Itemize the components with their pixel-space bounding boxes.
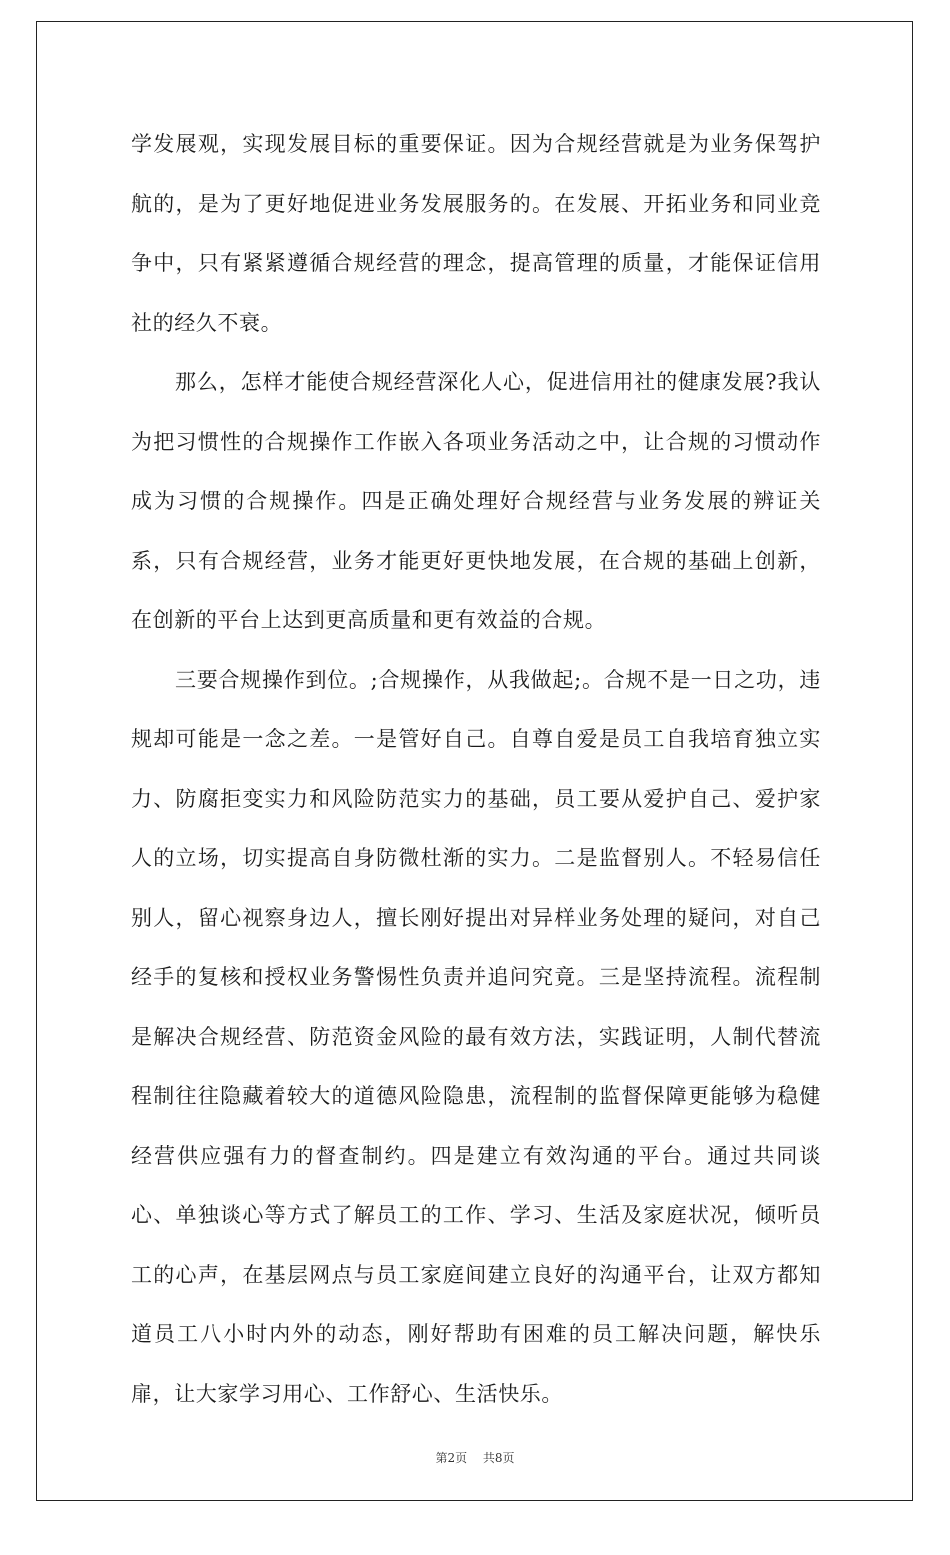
paragraph-1: 学发展观，实现发展目标的重要保证。因为合规经营就是为业务保驾护航的，是为了更好地促进业务发展服务的。在发展、开拓业务和同业竞争中，只有紧紧遵循合规经营的理念，提高管理的质量，才能保证信用社的经久不衰。 — [131, 132, 821, 335]
page-total: 共8页 — [482, 1451, 515, 1465]
paragraph-3: 三要合规操作到位。;合规操作，从我做起;。合规不是一日之功，违规却可能是一念之差。一是管好自己。自尊自爱是员工自我培育独立实力、防腐拒变实力和风险防范实力的基础，员工要从爱护自己、爱护家人的立场，切实提高自身防微杜渐的实力。二是监督别人。不轻易信任别人，留心视察身边人，擅长刚好提出对异样业务处理的疑问，对自己经手的复核和授权业务警惕性负责并追问究竟。三是坚持流程。流程制是解决合规经营、防范资金风险的最有效方法，实践证明，人制代替流程制往往隐藏着较大的道德风险隐患，流程制的监督保障更能够为稳健经营供应强有力的督查制约。四是建立有效沟通的平台。通过共同谈心、单独谈心等方式了解员工的工作、学习、生活及家庭状况，倾听员工的心声，在基层网点与员工家庭间建立良好的沟通平台，让双方都知道员工八小时内外的动态，刚好帮助有困难的员工解决问题，解快乐扉，让大家学习用心、工作舒心、生活快乐。 — [131, 667, 821, 1406]
page-footer — [0, 1449, 950, 1466]
paragraph-2: 那么，怎样才能使合规经营深化人心，促进信用社的健康发展?我认为把习惯性的合规操作工作嵌入各项业务活动之中，让合规的习惯动作成为习惯的合规操作。四是正确处理好合规经营与业务发展的辨证关系，只有合规经营，业务才能更好更快地发展，在合规的基础上创新，在创新的平台上达到更高质量和更有效益的合规。 — [131, 370, 821, 632]
document-body — [131, 115, 821, 1424]
page-number: 第2页 — [435, 1451, 468, 1465]
